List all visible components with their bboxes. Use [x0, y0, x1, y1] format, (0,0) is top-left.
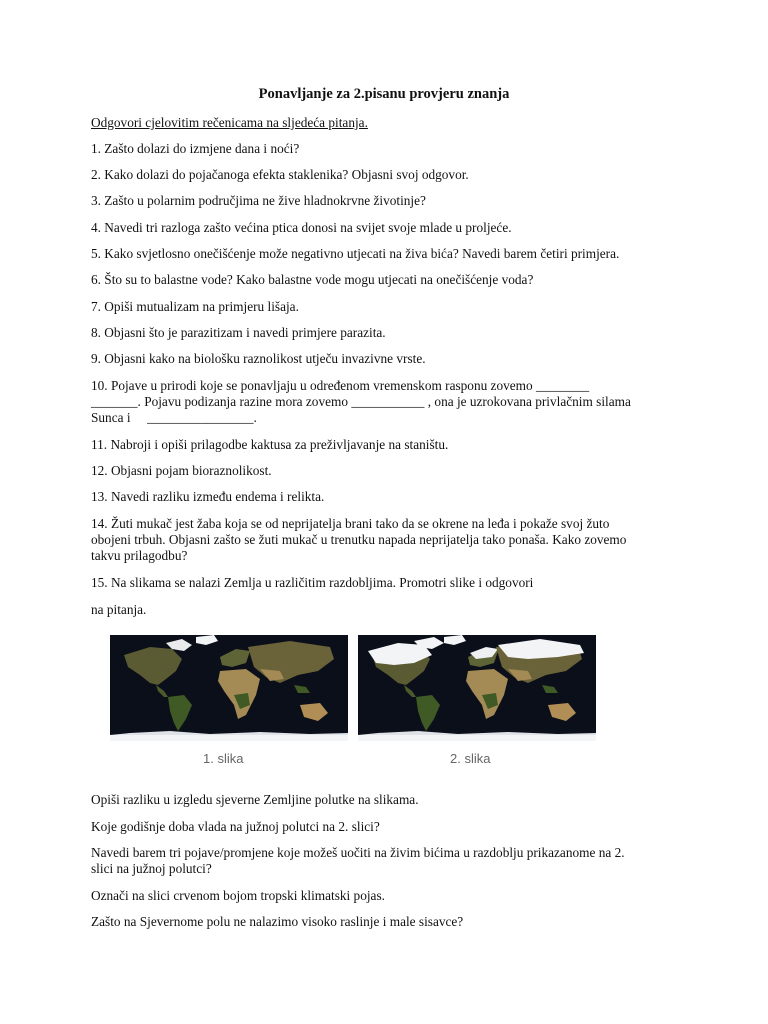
- question-15-line-1: 15. Na slikama se nalazi Zemlja u različitim razdobljima. Promotri slike i odgovori: [91, 575, 534, 590]
- page-title: Ponavljanje za 2.pisanu provjeru znanja: [258, 86, 510, 102]
- question-1: 1. Zašto dolazi do izmjene dana i noći?: [91, 141, 300, 156]
- question-3: 3. Zašto u polarnim područjima ne žive hladnokrvne životinje?: [91, 193, 426, 208]
- question-11: 11. Nabroji i opiši prilagodbe kaktusa za preživljavanje na staništu.: [91, 437, 449, 452]
- question-14-line-1: 14. Žuti mukač jest žaba koja se od neprijatelja brani tako da se okrene na leđa i pokaže svoj žuto: [91, 516, 610, 531]
- sub-question-1: Opiši razliku u izgledu sjeverne Zemljine polutke na slikama.: [91, 792, 419, 807]
- question-14-line-2: obojeni trbuh. Objasni zašto se žuti mukač u trenutku napada neprijatelja tako ponaša. Kako zovemo: [91, 532, 627, 547]
- question-15-line-2: na pitanja.: [91, 602, 147, 617]
- question-10-line-3: Sunca i ________________.: [91, 410, 257, 425]
- question-7: 7. Opiši mutualizam na primjeru lišaja.: [91, 299, 299, 314]
- question-13: 13. Navedi razliku između endema i relikta.: [91, 489, 325, 504]
- sub-question-5: Zašto na Sjevernome polu ne nalazimo visoko raslinje i male sisavce?: [91, 914, 464, 929]
- question-10-line-2: _______. Pojavu podizanja razine mora zovemo ___________ , ona je uzrokovana privlačnim silama: [91, 394, 631, 409]
- question-14-line-3: takvu prilagodbu?: [91, 548, 188, 563]
- sub-question-3-line-1: Navedi barem tri pojave/promjene koje možeš uočiti na živim bićima u razdoblju prikazanome na 2.: [91, 845, 625, 860]
- instruction-text: Odgovori cjelovitim rečenicama na sljedeća pitanja.: [91, 115, 368, 130]
- earth-map-image-1: [110, 635, 348, 741]
- question-5: 5. Kako svjetlosno onečišćenje može negativno utjecati na živa bića? Navedi barem četiri primjera.: [91, 246, 620, 261]
- earth-map-image-2: [358, 635, 596, 741]
- question-10-line-1: 10. Pojave u prirodi koje se ponavljaju u određenom vremenskom rasponu zovemo ________: [91, 378, 590, 393]
- question-9: 9. Objasni kako na biološku raznolikost utječu invazivne vrste.: [91, 351, 426, 366]
- question-12: 12. Objasni pojam bioraznolikost.: [91, 463, 272, 478]
- question-6: 6. Što su to balastne vode? Kako balastne vode mogu utjecati na onečišćenje voda?: [91, 272, 534, 287]
- figure-caption-2: 2. slika: [450, 751, 491, 766]
- figure-caption-1: 1. slika: [203, 751, 244, 766]
- question-4: 4. Navedi tri razloga zašto većina ptica donosi na svijet svoje mlade u proljeće.: [91, 220, 512, 235]
- question-2: 2. Kako dolazi do pojačanoga efekta staklenika? Objasni svoj odgovor.: [91, 167, 469, 182]
- sub-question-4: Označi na slici crvenom bojom tropski klimatski pojas.: [91, 888, 385, 903]
- sub-question-2: Koje godišnje doba vlada na južnoj polutci na 2. slici?: [91, 819, 380, 834]
- question-8: 8. Objasni što je parazitizam i navedi primjere parazita.: [91, 325, 386, 340]
- sub-question-3-line-2: slici na južnoj polutci?: [91, 861, 212, 876]
